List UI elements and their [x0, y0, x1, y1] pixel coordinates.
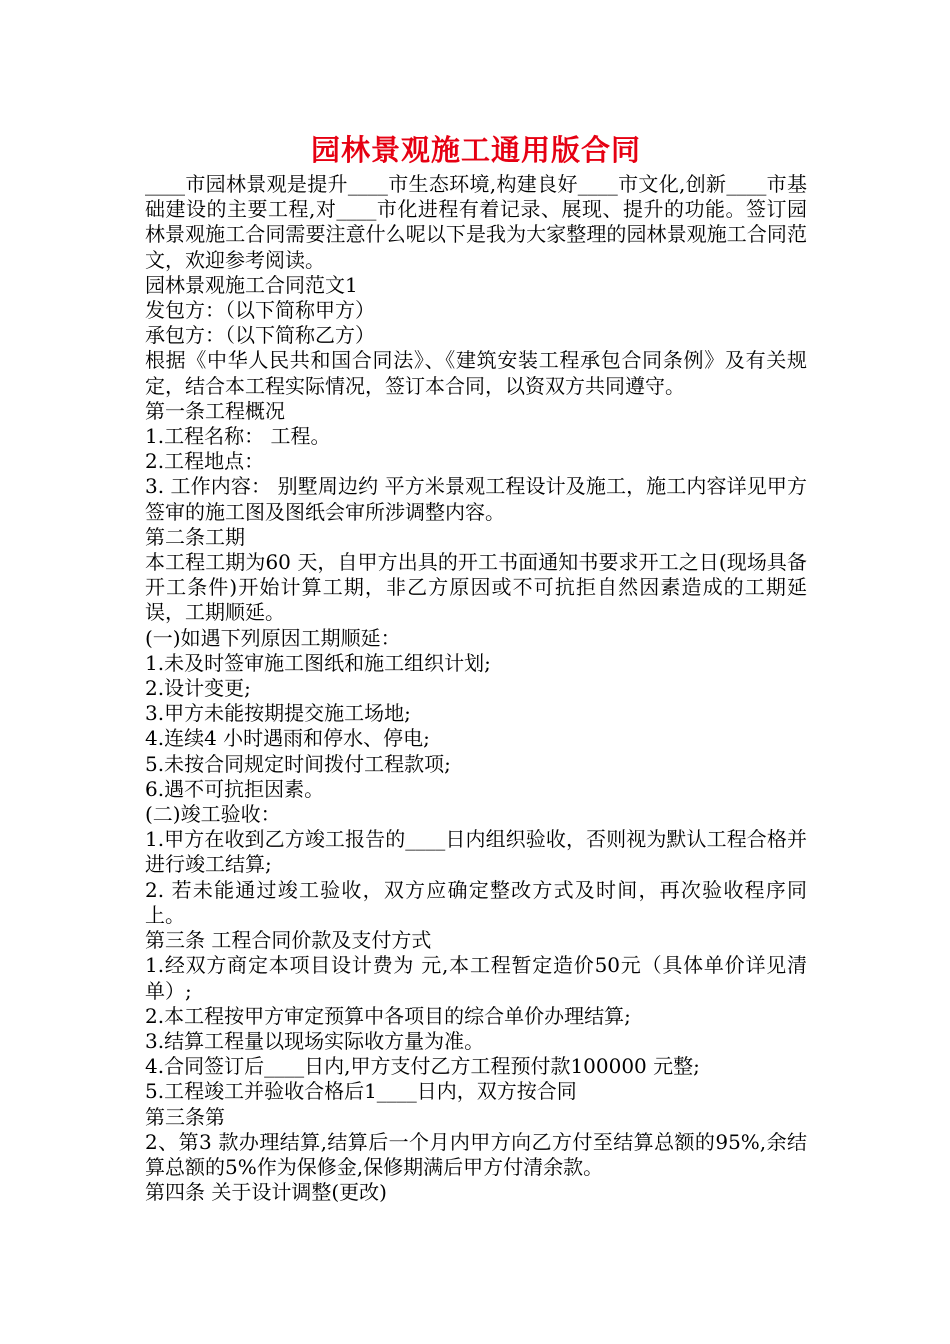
clause-line: 5.工程竣工并验收合格后1____日内，双方按合同 — [145, 1079, 577, 1104]
document-title: 园林景观施工通用版合同 — [310, 133, 641, 167]
clause-line: 6.遇不可抗拒因素。 — [145, 776, 325, 801]
party-a-line: 发包方：（以下简称甲方） — [145, 298, 375, 323]
clause-line: 4.合同签订后____日内,甲方支付乙方工程预付款100000 元整; — [145, 1054, 700, 1079]
clause-line: 2. 若未能通过竣工验收，双方应确定整改方式及时间，再次验收程序同上。 — [145, 877, 807, 927]
clause-line: 2.设计变更; — [145, 676, 251, 701]
article-heading: 第四条 关于设计调整(更改) — [145, 1180, 387, 1205]
sample-heading: 园林景观施工合同范文1 — [145, 272, 358, 297]
clause-line: 1.甲方在收到乙方竣工报告的____日内组织验收，否则视为默认工程合格并进行竣工结算; — [145, 827, 807, 877]
article-heading: 第一条工程概况 — [145, 398, 285, 423]
sub-heading: (二)竣工验收： — [145, 802, 281, 827]
clause-line: 2.本工程按甲方审定预算中各项目的综合单价办理结算; — [145, 1003, 631, 1028]
article-heading: 第三条第 — [145, 1104, 225, 1129]
clause-line: 3.甲方未能按期提交施工场地; — [145, 701, 411, 726]
clause-line: 3. 工作内容： 别墅周边约 平方米景观工程设计及施工，施工内容详见甲方签审的施工图及图纸会审所涉调整内容。 — [145, 474, 807, 524]
clause-line: 5.未按合同规定时间拨付工程款项; — [145, 751, 451, 776]
clause-line: 1.未及时签审施工图纸和施工组织计划; — [145, 650, 491, 675]
intro-paragraph: ____市园林景观是提升____市生态环境,构建良好____市文化,创新____市基础建设的主要工程,对____市化进程有着记录、展现、提升的功能。签订园林景观施工合同需要注意什么呢以下是我为大家整理的园林景观施工合同范文，欢迎参考阅读。 — [145, 172, 807, 272]
article-heading: 第二条工期 — [145, 524, 245, 549]
document-body — [145, 172, 807, 1205]
clause-line: 1.经双方商定本项目设计费为 元,本工程暂定造价50元（具体单价详见清单）; — [145, 953, 807, 1003]
party-b-line: 承包方：（以下简称乙方） — [145, 323, 375, 348]
sub-heading: (一)如遇下列原因工期顺延： — [145, 625, 401, 650]
article-heading: 第三条 工程合同价款及支付方式 — [145, 928, 432, 953]
clause-line: 4.连续4 小时遇雨和停水、停电; — [145, 726, 430, 751]
document-page — [145, 128, 807, 1205]
clause-line: 1.工程名称： 工程。 — [145, 424, 331, 449]
clause-paragraph: 2、第3 款办理结算,结算后一个月内甲方向乙方付至结算总额的95%,余结算总额的5%作为保修金,保修期满后甲方付清余款。 — [145, 1129, 807, 1179]
clause-line: 3.结算工程量以现场实际收方量为准。 — [145, 1028, 485, 1053]
legal-basis-paragraph: 根据《中华人民共和国合同法》、《建筑安装工程承包合同条例》及有关规定，结合本工程实际情况，签订本合同，以资双方共同遵守。 — [145, 348, 807, 398]
clause-paragraph: 本工程工期为60 天，自甲方出具的开工书面通知书要求开工之日(现场具备开工条件)开始计算工期，非乙方原因或不可抗拒自然因素造成的工期延误，工期顺延。 — [145, 550, 807, 625]
clause-line: 2.工程地点： — [145, 449, 265, 474]
